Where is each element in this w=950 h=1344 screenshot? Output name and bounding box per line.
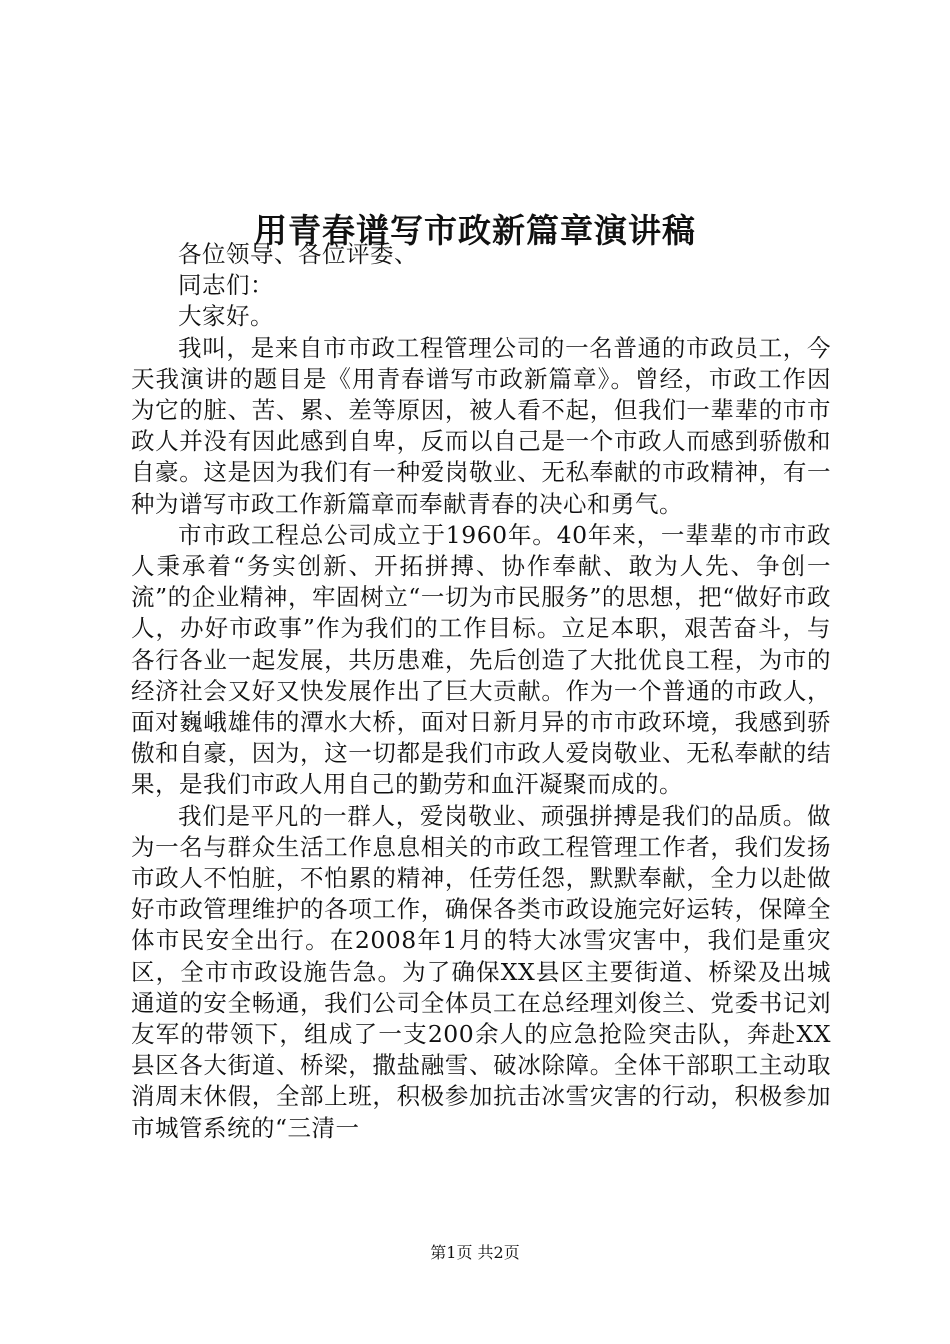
- paragraph-introduction: 我叫，是来自市市政工程管理公司的一名普通的市政员工，今天我演讲的题目是《用青春谱写市政新篇章》。曾经，市政工作因为它的脏、苦、累、差等原因，被人看不起，但我们一辈辈的市市政人并没有因此感到自卑，反而以自己是一个市政人而感到骄傲和自豪。这是因为我们有一种爱岗敬业、无私奉献的市政精神，有一种为谱写市政工作新篇章而奉献青春的决心和勇气。: [131, 333, 831, 518]
- document-body: [131, 239, 831, 1144]
- greeting-line: 大家好。: [178, 302, 274, 331]
- paragraph-company-history: 市市政工程总公司成立于1960年。40年来，一辈辈的市市政人秉承着“务实创新、开拓拼搏、协作奉献、敢为人先、争创一流”的企业精神，牢固树立“一切为市民服务”的思想，把“做好市政人，办好市政事”作为我们的工作目标。立足本职，艰苦奋斗，与各行各业一起发展，共历患难，先后创造了大批优良工程，为市的经济社会又好又快发展作出了巨大贡献。作为一个普通的市政人，面对巍峨雄伟的潭水大桥，面对日新月异的市市政环境，我感到骄傲和自豪，因为，这一切都是我们市政人爱岗敬业、无私奉献的结果，是我们市政人用自己的勤劳和血汗凝聚而成的。: [131, 520, 831, 799]
- page-footer: 第1页 共2页: [430, 1243, 520, 1262]
- salutation-line-1: 各位领导、各位评委、: [178, 240, 418, 268]
- document-title: 用青春谱写市政新篇章演讲稿: [254, 211, 696, 251]
- paragraph-snow-disaster: 我们是平凡的一群人，爱岗敬业、顽强拼搏是我们的品质。做为一名与群众生活工作息息相关的市政工程管理工作者，我们发扬市政人不怕脏，不怕累的精神，任劳任怨，默默奉献，全力以赴做好市政管理维护的各项工作，确保各类市政设施完好运转，保障全体市民安全出行。在2008年1月的特大冰雪灾害中，我们是重灾区，全市市政设施告急。为了确保XX县区主要街道、桥梁及出城通道的安全畅通，我们公司全体员工在总经理刘俊兰、党委书记刘友军的带领下，组成了一支200余人的应急抢险突击队，奔赴XX县区各大街道、桥梁，撒盐融雪、破冰除障。全体干部职工主动取消周末休假，全部上班，积极参加抗击冰雪灾害的行动，积极参加市城管系统的“三清一: [131, 801, 831, 1142]
- salutation-line-2: 同志们：: [178, 271, 274, 300]
